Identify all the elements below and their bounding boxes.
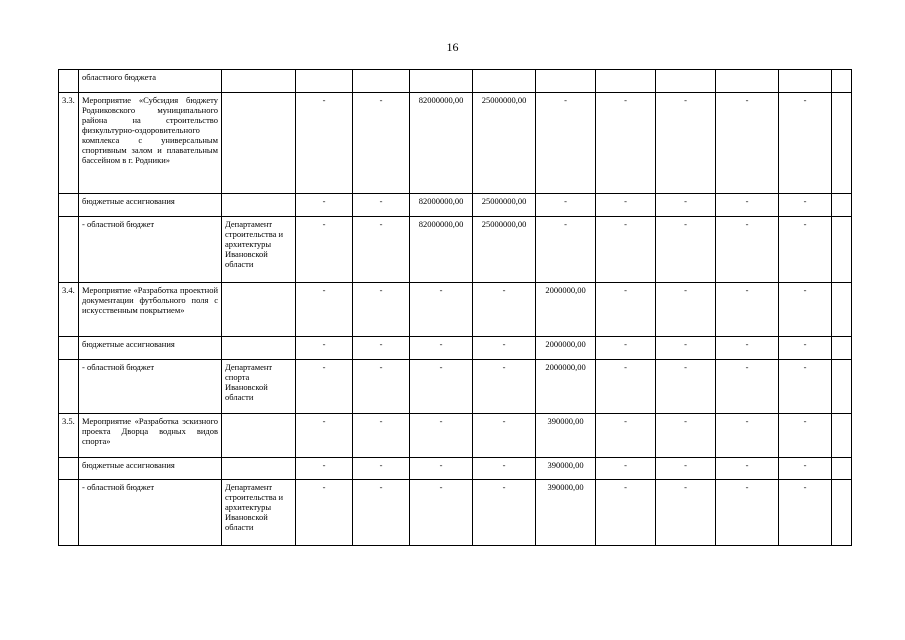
value-cell: - — [779, 194, 832, 217]
value-cell — [716, 70, 779, 93]
value-cell — [656, 70, 716, 93]
value-cell: - — [353, 458, 410, 480]
row-number — [59, 360, 79, 414]
value-cell: 2000000,00 — [536, 360, 596, 414]
value-cell: - — [473, 414, 536, 458]
value-cell: 390000,00 — [536, 414, 596, 458]
value-cell: - — [596, 360, 656, 414]
row-description: - областной бюджет — [79, 360, 222, 414]
value-cell: 25000000,00 — [473, 194, 536, 217]
value-cell — [779, 70, 832, 93]
value-cell: 82000000,00 — [410, 217, 473, 283]
row-description: бюджетные ассигнования — [79, 458, 222, 480]
row-description: Мероприятие «Разработка проектной документации футбольного поля с искусственным покрытием» — [79, 283, 222, 337]
row-description: Мероприятие «Разработка эскизного проекта Дворца водных видов спорта» — [79, 414, 222, 458]
value-cell: 82000000,00 — [410, 93, 473, 194]
page-number: 16 — [446, 40, 459, 54]
row-number — [59, 194, 79, 217]
value-cell: - — [779, 217, 832, 283]
value-cell: - — [296, 217, 353, 283]
value-cell: - — [596, 283, 656, 337]
value-cell: - — [596, 337, 656, 360]
value-cell: - — [716, 337, 779, 360]
row-description: Мероприятие «Субсидия бюджету Родниковского муниципального района на строительство физкультурно-оздоровительного комплекса с универсальным спортивным залом и плавательным бассейном в г. Родники» — [79, 93, 222, 194]
table-row — [59, 217, 852, 283]
row-executor — [222, 70, 296, 93]
row-executor — [222, 194, 296, 217]
value-cell: - — [656, 283, 716, 337]
value-cell: - — [656, 360, 716, 414]
row-number — [59, 70, 79, 93]
value-cell — [832, 480, 852, 546]
table-row — [59, 70, 852, 93]
value-cell: - — [596, 93, 656, 194]
value-cell: - — [410, 414, 473, 458]
value-cell — [832, 337, 852, 360]
row-description: - областной бюджет — [79, 480, 222, 546]
value-cell — [832, 194, 852, 217]
row-number: 3.3. — [59, 93, 79, 194]
value-cell: 25000000,00 — [473, 93, 536, 194]
value-cell: - — [656, 194, 716, 217]
value-cell: - — [716, 93, 779, 194]
row-description: областного бюджета — [79, 70, 222, 93]
value-cell: - — [596, 217, 656, 283]
value-cell — [832, 360, 852, 414]
value-cell: - — [296, 283, 353, 337]
value-cell: - — [536, 93, 596, 194]
value-cell: - — [473, 360, 536, 414]
value-cell: 390000,00 — [536, 480, 596, 546]
value-cell — [596, 70, 656, 93]
table-row — [59, 360, 852, 414]
value-cell: - — [716, 194, 779, 217]
value-cell: - — [353, 283, 410, 337]
value-cell: - — [410, 458, 473, 480]
table-row — [59, 93, 852, 194]
value-cell: 390000,00 — [536, 458, 596, 480]
table-row — [59, 194, 852, 217]
value-cell: - — [353, 194, 410, 217]
row-executor — [222, 283, 296, 337]
value-cell: - — [473, 480, 536, 546]
row-number: 3.5. — [59, 414, 79, 458]
value-cell: - — [353, 93, 410, 194]
value-cell — [353, 70, 410, 93]
value-cell: - — [296, 458, 353, 480]
value-cell: - — [716, 480, 779, 546]
value-cell: - — [779, 93, 832, 194]
value-cell: - — [656, 337, 716, 360]
row-executor — [222, 414, 296, 458]
value-cell: - — [536, 217, 596, 283]
value-cell: - — [716, 283, 779, 337]
value-cell — [832, 217, 852, 283]
row-number — [59, 337, 79, 360]
row-description: бюджетные ассигнования — [79, 337, 222, 360]
row-number — [59, 217, 79, 283]
value-cell: - — [296, 337, 353, 360]
value-cell: - — [296, 194, 353, 217]
table-row — [59, 458, 852, 480]
value-cell — [832, 458, 852, 480]
value-cell: - — [779, 414, 832, 458]
row-executor — [222, 93, 296, 194]
row-description: бюджетные ассигнования — [79, 194, 222, 217]
value-cell: - — [353, 360, 410, 414]
value-cell: - — [716, 217, 779, 283]
value-cell — [296, 70, 353, 93]
value-cell: - — [536, 194, 596, 217]
value-cell: - — [779, 360, 832, 414]
value-cell: - — [716, 414, 779, 458]
value-cell: 2000000,00 — [536, 337, 596, 360]
table-row — [59, 414, 852, 458]
row-number: 3.4. — [59, 283, 79, 337]
value-cell: - — [656, 217, 716, 283]
value-cell: - — [410, 337, 473, 360]
value-cell: - — [779, 480, 832, 546]
value-cell: - — [596, 194, 656, 217]
value-cell — [473, 70, 536, 93]
table-row — [59, 283, 852, 337]
value-cell: - — [353, 414, 410, 458]
budget-table — [58, 69, 852, 546]
value-cell: - — [716, 458, 779, 480]
value-cell: - — [779, 458, 832, 480]
value-cell — [832, 283, 852, 337]
table-row — [59, 337, 852, 360]
value-cell: - — [410, 360, 473, 414]
value-cell: 25000000,00 — [473, 217, 536, 283]
row-number — [59, 480, 79, 546]
value-cell: - — [296, 480, 353, 546]
value-cell — [832, 70, 852, 93]
value-cell — [536, 70, 596, 93]
value-cell: - — [410, 480, 473, 546]
value-cell: - — [779, 337, 832, 360]
row-executor: Департамент строительства и архитектуры Ивановской области — [222, 217, 296, 283]
value-cell: - — [716, 360, 779, 414]
value-cell: - — [779, 283, 832, 337]
value-cell: - — [656, 458, 716, 480]
value-cell: - — [353, 217, 410, 283]
value-cell: - — [656, 93, 716, 194]
value-cell: - — [596, 414, 656, 458]
value-cell: - — [296, 360, 353, 414]
value-cell: - — [473, 283, 536, 337]
value-cell: - — [410, 283, 473, 337]
value-cell: 82000000,00 — [410, 194, 473, 217]
value-cell: - — [353, 337, 410, 360]
value-cell: 2000000,00 — [536, 283, 596, 337]
row-description: - областной бюджет — [79, 217, 222, 283]
value-cell: - — [296, 414, 353, 458]
value-cell: - — [353, 480, 410, 546]
value-cell: - — [473, 458, 536, 480]
value-cell: - — [596, 458, 656, 480]
row-executor — [222, 337, 296, 360]
row-executor: Департамент строительства и архитектуры Ивановской области — [222, 480, 296, 546]
value-cell: - — [473, 337, 536, 360]
table-row — [59, 480, 852, 546]
value-cell: - — [656, 414, 716, 458]
value-cell: - — [596, 480, 656, 546]
row-number — [59, 458, 79, 480]
value-cell: - — [296, 93, 353, 194]
value-cell — [410, 70, 473, 93]
value-cell — [832, 93, 852, 194]
value-cell: - — [656, 480, 716, 546]
row-executor: Департамент спорта Ивановской области — [222, 360, 296, 414]
value-cell — [832, 414, 852, 458]
row-executor — [222, 458, 296, 480]
